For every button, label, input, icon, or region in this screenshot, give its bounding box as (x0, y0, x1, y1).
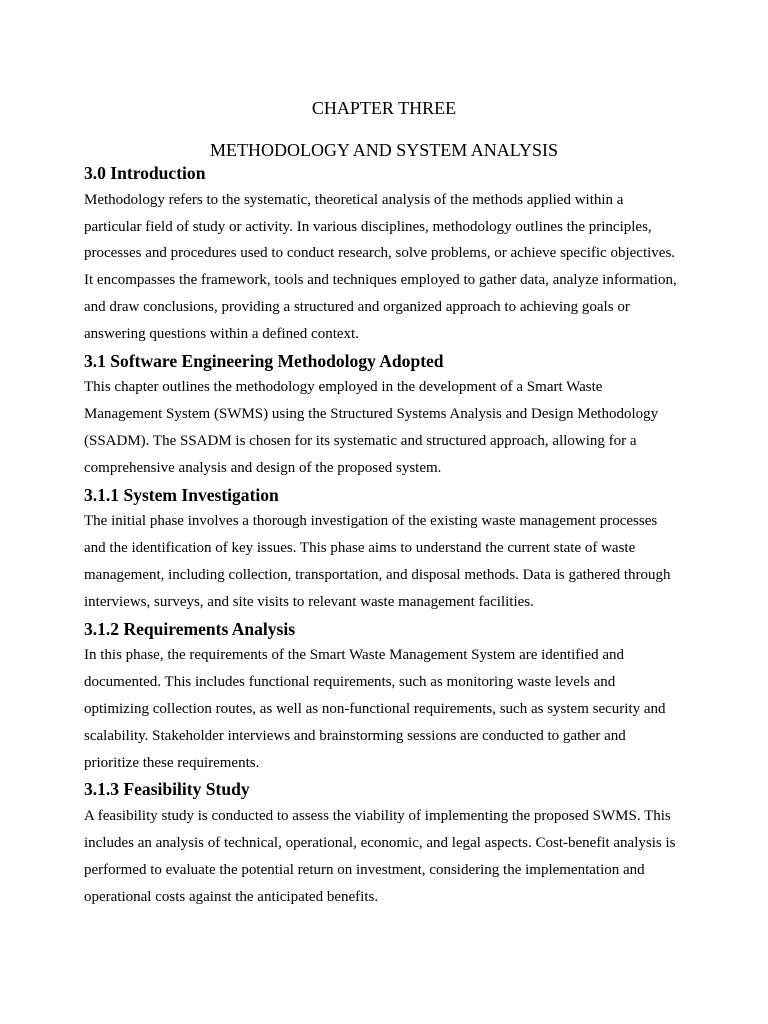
paragraph-line: documented. This includes functional requirements, such as monitoring waste levels and (84, 674, 616, 691)
paragraph (84, 187, 684, 348)
paragraph (84, 803, 684, 910)
section-heading: 3.1.1 System Investigation (84, 484, 279, 505)
paragraph-line: and draw conclusions, providing a structured and organized approach to achieving goals or (84, 298, 630, 315)
paragraph-line: interviews, surveys, and site visits to relevant waste management facilities. (84, 593, 534, 610)
paragraph-line: operational costs against the anticipated benefits. (84, 888, 379, 905)
section-system-investigation (84, 482, 684, 616)
paragraph-line: processes and procedures used to conduct research, solve problems, or achieve specific objectives. (84, 245, 676, 262)
section-requirements-analysis (84, 616, 684, 777)
chapter-title: METHODOLOGY AND SYSTEM ANALYSIS (209, 140, 559, 160)
paragraph-line: The initial phase involves a thorough investigation of the existing waste management processes (84, 513, 658, 530)
document-body (84, 160, 684, 910)
section-feasibility-study (84, 776, 684, 910)
paragraph-line: answering questions within a defined context. (84, 325, 359, 342)
paragraph-line: includes an analysis of technical, operational, economic, and legal aspects. Cost-benefit analysis is (84, 834, 676, 851)
paragraph-line: management, including collection, transportation, and disposal methods. Data is gathered through (84, 566, 671, 583)
section-heading: 3.0 Introduction (84, 163, 206, 183)
section-methodology-adopted (84, 348, 684, 482)
paragraph (84, 642, 684, 776)
paragraph-line: A feasibility study is conducted to assess the viability of implementing the proposed SWMS. This (84, 808, 671, 825)
paragraph (84, 374, 684, 481)
paragraph-line: Methodology refers to the systematic, theoretical analysis of the methods applied within a (84, 191, 624, 208)
paragraph-line: (SSADM). The SSADM is chosen for its systematic and structured approach, allowing for a (84, 432, 637, 449)
section-introduction (84, 160, 684, 348)
paragraph-line: particular field of study or activity. In various disciplines, methodology outlines the principles, (84, 218, 652, 235)
paragraph-line: This chapter outlines the methodology employed in the development of a Smart Waste (84, 379, 603, 396)
paragraph-line: In this phase, the requirements of the Smart Waste Management System are identified and (84, 647, 625, 664)
paragraph-line: performed to evaluate the potential return on investment, considering the implementation and (84, 861, 645, 878)
paragraph-line: optimizing collection routes, as well as non-functional requirements, such as system security and (84, 700, 666, 717)
paragraph-line: It encompasses the framework, tools and techniques employed to gather data, analyze information, (84, 272, 677, 289)
section-heading: 3.1.2 Requirements Analysis (84, 618, 296, 639)
paragraph-line: Management System (SWMS) using the Structured Systems Analysis and Design Methodology (84, 406, 659, 423)
paragraph-line: prioritize these requirements. (84, 754, 260, 771)
paragraph-line: and the identification of key issues. This phase aims to understand the current state of waste (84, 540, 636, 557)
section-heading: 3.1 Software Engineering Methodology Adopted (84, 350, 444, 371)
paragraph (84, 508, 684, 615)
paragraph-line: scalability. Stakeholder interviews and brainstorming sessions are conducted to gather and (84, 727, 626, 744)
section-heading: 3.1.3 Feasibility Study (84, 779, 250, 800)
chapter-label: CHAPTER THREE (311, 98, 457, 118)
paragraph-line: comprehensive analysis and design of the proposed system. (84, 459, 442, 476)
